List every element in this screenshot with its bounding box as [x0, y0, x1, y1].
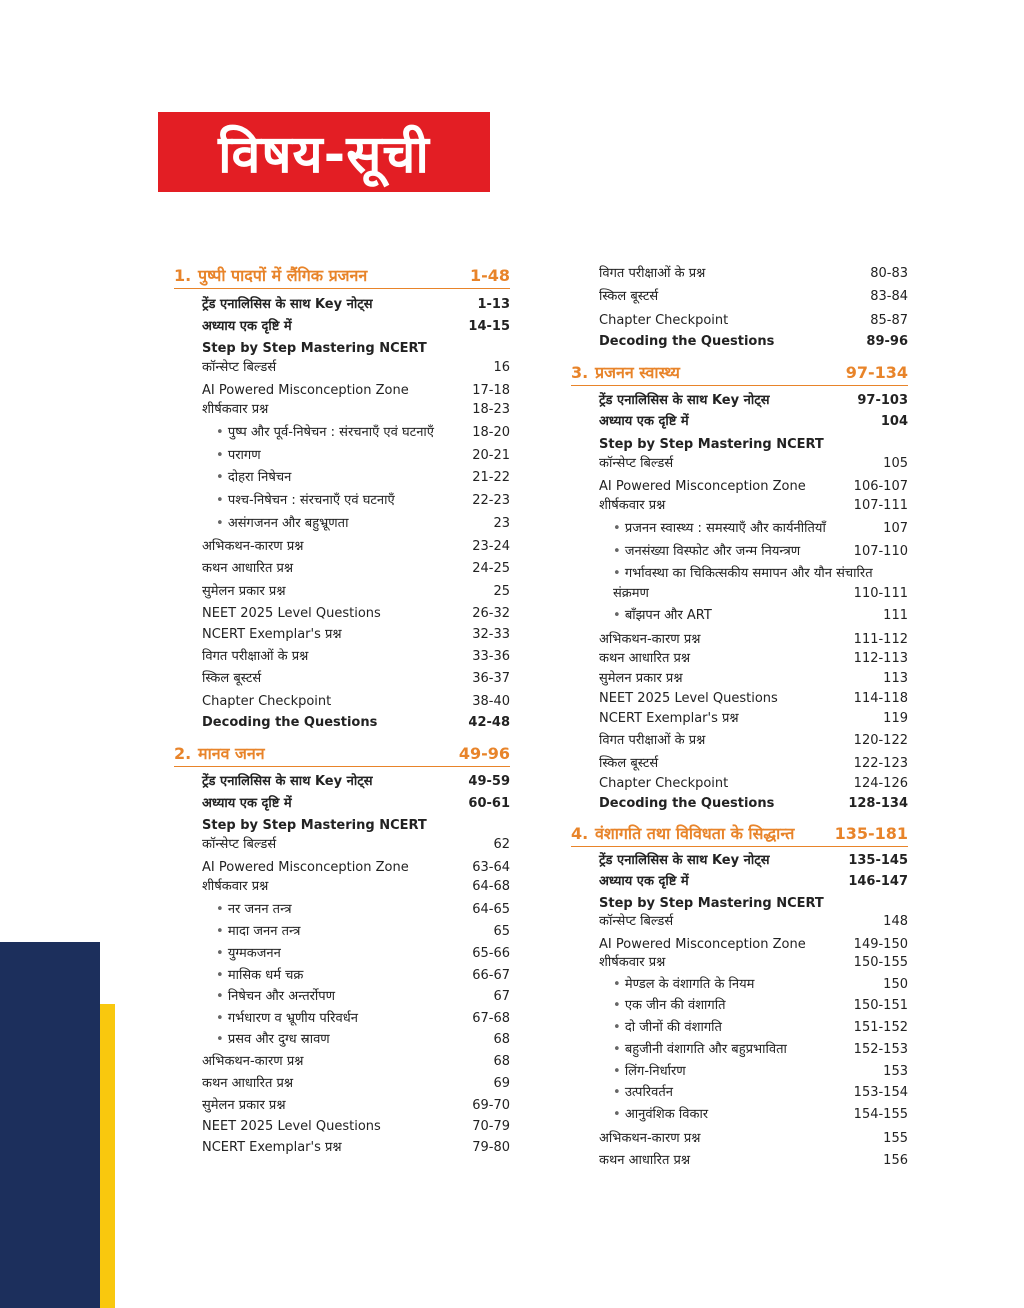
entry-pages: 105 — [883, 456, 908, 471]
entry-pages: 49-59 — [468, 774, 510, 789]
chapter-number: 3. — [571, 363, 589, 382]
entry-title: NCERT Exemplar's प्रश्न — [599, 711, 739, 726]
entry-title: सुमेलन प्रकार प्रश्न — [599, 671, 683, 686]
toc-subtopic — [571, 1042, 908, 1058]
entry-title: संक्रमण — [613, 586, 649, 601]
toc-entry — [174, 1098, 510, 1114]
toc-subtopic — [174, 470, 510, 486]
toc-entry — [571, 733, 908, 749]
toc-entry — [174, 606, 510, 622]
toc-chapter-heading — [571, 363, 908, 383]
toc-subtopic — [571, 608, 908, 624]
entry-title: अध्याय एक दृष्टि में — [202, 319, 292, 334]
entry-title: • बहुजीनी वंशागति और बहुप्रभाविता — [613, 1042, 787, 1058]
entry-pages: 124-126 — [853, 776, 908, 791]
entry-title: NCERT Exemplar's प्रश्न — [202, 1140, 342, 1155]
toc-entry — [174, 383, 510, 399]
entry-title: • प्रसव और दुग्ध स्रावण — [216, 1032, 330, 1048]
toc-section-label — [174, 818, 510, 834]
toc-entry — [571, 1131, 908, 1147]
entry-pages: 67 — [493, 989, 510, 1004]
entry-pages: 69-70 — [472, 1098, 510, 1113]
toc-entry — [571, 479, 908, 495]
entry-title: Chapter Checkpoint — [599, 313, 729, 328]
toc-entry — [571, 456, 908, 472]
entry-title: • प्रजनन स्वास्थ्य : समस्याएँ और कार्यनीतियाँ — [613, 521, 826, 537]
entry-title: शीर्षकवार प्रश्न — [202, 402, 269, 417]
entry-title: Decoding the Questions — [599, 334, 775, 349]
toc-entry — [571, 289, 908, 305]
entry-pages: 14-15 — [468, 319, 510, 334]
toc-entry — [571, 691, 908, 707]
entry-title: अभिकथन-कारण प्रश्न — [599, 1131, 701, 1146]
toc-entry — [174, 879, 510, 895]
toc-subtopic — [174, 448, 510, 464]
entry-title: कॉन्सेप्ट बिल्डर्स — [599, 914, 674, 929]
toc-left-column — [174, 0, 510, 1308]
toc-entry — [571, 671, 908, 687]
toc-entry — [174, 561, 510, 577]
entry-pages: 89-96 — [866, 334, 908, 349]
toc-entry-bold — [174, 297, 510, 313]
entry-pages: 107-110 — [853, 544, 908, 559]
entry-title: • निषेचन और अन्तर्रोपण — [216, 989, 335, 1005]
toc-subtopic — [174, 902, 510, 918]
entry-pages: 17-18 — [472, 383, 510, 398]
entry-title: AI Powered Misconception Zone — [202, 860, 409, 875]
entry-pages: 65 — [493, 924, 510, 939]
entry-title: • परागण — [216, 448, 261, 464]
entry-title: Step by Step Mastering NCERT — [599, 437, 824, 452]
entry-pages: 49-96 — [458, 744, 510, 763]
entry-pages: 150-155 — [853, 955, 908, 970]
entry-pages: 156 — [883, 1153, 908, 1168]
toc-entry — [571, 914, 908, 930]
entry-title: शीर्षकवार प्रश्न — [202, 879, 269, 894]
chapter-number: 2. — [174, 744, 192, 763]
toc-entry — [571, 498, 908, 514]
entry-title: शीर्षकवार प्रश्न — [599, 498, 666, 513]
entry-pages: 104 — [880, 414, 908, 429]
entry-title: कथन आधारित प्रश्न — [202, 561, 294, 576]
entry-pages: 135-145 — [848, 853, 908, 868]
entry-pages: 122-123 — [853, 756, 908, 771]
entry-pages: 135-181 — [834, 824, 908, 843]
toc-entry — [571, 711, 908, 727]
toc-entry — [174, 1140, 510, 1156]
entry-pages: 148 — [883, 914, 908, 929]
entry-pages: 64-65 — [472, 902, 510, 917]
chapter-number: 1. — [174, 266, 192, 285]
entry-pages: 151-152 — [853, 1020, 908, 1035]
entry-pages: 68 — [493, 1054, 510, 1069]
toc-subtopic — [571, 1107, 908, 1123]
toc-entry — [571, 937, 908, 953]
toc-right-column — [571, 0, 908, 1308]
chapter-rule — [571, 846, 908, 847]
toc-subtopic — [571, 998, 908, 1014]
entry-title: • असंगजनन और बहुभ्रूणता — [216, 516, 348, 532]
entry-pages: 119 — [883, 711, 908, 726]
entry-pages: 153-154 — [853, 1085, 908, 1100]
entry-title: NEET 2025 Level Questions — [202, 606, 381, 621]
toc-entry — [571, 651, 908, 667]
entry-pages: 149-150 — [853, 937, 908, 952]
toc-entry — [571, 1153, 908, 1169]
entry-title: सुमेलन प्रकार प्रश्न — [202, 1098, 286, 1113]
toc-subtopic — [174, 1032, 510, 1048]
toc-entry-bold — [174, 796, 510, 812]
entry-pages: 155 — [883, 1131, 908, 1146]
entry-title: • गर्भधारण व भ्रूणीय परिवर्धन — [216, 1011, 358, 1027]
entry-title: NCERT Exemplar's प्रश्न — [202, 627, 342, 642]
entry-pages: 128-134 — [848, 796, 908, 811]
entry-pages: 25 — [493, 584, 510, 599]
entry-title: • पश्च-निषेचन : संरचनाएँ एवं घटनाएँ — [216, 493, 395, 509]
entry-pages: 20-21 — [472, 448, 510, 463]
entry-pages: 150-151 — [853, 998, 908, 1013]
toc-entry — [571, 955, 908, 971]
entry-pages: 1-48 — [469, 266, 510, 285]
entry-title: NEET 2025 Level Questions — [599, 691, 778, 706]
entry-pages: 62 — [493, 837, 510, 852]
entry-pages: 114-118 — [853, 691, 908, 706]
toc-entry — [174, 649, 510, 665]
entry-pages: 111 — [883, 608, 908, 623]
entry-pages: 150 — [883, 977, 908, 992]
entry-title: कॉन्सेप्ट बिल्डर्स — [599, 456, 674, 471]
entry-pages: 107-111 — [853, 498, 908, 513]
toc-entry-bold — [571, 874, 908, 890]
toc-entry-bold — [571, 414, 908, 430]
entry-title: • बाँझपन और ART — [613, 608, 712, 624]
entry-title: स्किल बूस्टर्स — [202, 671, 262, 686]
entry-title: स्किल बूस्टर्स — [599, 756, 659, 771]
toc-subtopic — [174, 989, 510, 1005]
entry-pages: 26-32 — [472, 606, 510, 621]
toc-entry — [174, 360, 510, 376]
entry-title: • जनसंख्या विस्फोट और जन्म नियन्त्रण — [613, 544, 800, 560]
toc-entry-bold — [174, 715, 510, 731]
entry-title: ट्रेंड एनालिसिस के साथ Key नोट्स — [202, 297, 373, 312]
toc-entry — [174, 860, 510, 876]
entry-pages: 111-112 — [853, 632, 908, 647]
toc-entry — [571, 632, 908, 648]
toc-entry — [174, 539, 510, 555]
toc-subtopic — [571, 1085, 908, 1101]
entry-title: विगत परीक्षाओं के प्रश्न — [202, 649, 309, 664]
toc-chapter-heading — [174, 744, 510, 764]
entry-title: • आनुवंशिक विकार — [613, 1107, 708, 1123]
decorative-yellow-stripe — [100, 1004, 115, 1308]
entry-title: • दो जीनों की वंशागति — [613, 1020, 722, 1036]
toc-entry-bold — [571, 334, 908, 350]
toc-entry — [571, 266, 908, 282]
toc-entry — [571, 776, 908, 792]
toc-entry — [174, 1076, 510, 1092]
entry-pages: 18-20 — [472, 425, 510, 440]
toc-entry — [174, 584, 510, 600]
entry-title: कथन आधारित प्रश्न — [599, 651, 691, 666]
toc-subtopic — [571, 544, 908, 560]
entry-pages: 107 — [883, 521, 908, 536]
chapter-rule — [571, 385, 908, 386]
entry-pages: 152-153 — [853, 1042, 908, 1057]
entry-title: प्रजनन स्वास्थ्य — [595, 363, 680, 382]
entry-title: Decoding the Questions — [599, 796, 775, 811]
toc-entry-bold — [174, 774, 510, 790]
entry-title: ट्रेंड एनालिसिस के साथ Key नोट्स — [599, 853, 770, 868]
entry-title: • युग्मकजनन — [216, 946, 281, 962]
entry-pages: 154-155 — [853, 1107, 908, 1122]
entry-title: • मासिक धर्म चक्र — [216, 968, 303, 984]
toc-subtopic — [174, 924, 510, 940]
entry-pages: 112-113 — [853, 651, 908, 666]
entry-pages: 23-24 — [472, 539, 510, 554]
entry-pages: 24-25 — [472, 561, 510, 576]
toc-entry-bold — [571, 796, 908, 812]
entry-pages: 18-23 — [472, 402, 510, 417]
entry-title: शीर्षकवार प्रश्न — [599, 955, 666, 970]
entry-pages: 69 — [493, 1076, 510, 1091]
entry-title: पुष्पी पादपों में लैंगिक प्रजनन — [198, 266, 368, 285]
entry-title: वंशागति तथा विविधता के सिद्धान्त — [595, 824, 795, 843]
entry-title: • मेण्डल के वंशागति के नियम — [613, 977, 754, 993]
entry-pages: 153 — [883, 1064, 908, 1079]
entry-pages: 60-61 — [468, 796, 510, 811]
toc-section-label — [571, 437, 908, 453]
entry-title: • लिंग-निर्धारण — [613, 1064, 686, 1080]
entry-title: • उत्परिवर्तन — [613, 1085, 673, 1101]
entry-title: मानव जनन — [198, 744, 265, 763]
entry-pages: 23 — [493, 516, 510, 531]
entry-pages: 63-64 — [472, 860, 510, 875]
toc-subtopic — [174, 493, 510, 509]
entry-pages: 42-48 — [468, 715, 510, 730]
entry-title: कथन आधारित प्रश्न — [202, 1076, 294, 1091]
chapter-rule — [174, 766, 510, 767]
entry-pages: 16 — [493, 360, 510, 375]
toc-entry — [174, 694, 510, 710]
entry-title: AI Powered Misconception Zone — [202, 383, 409, 398]
entry-pages: 97-134 — [845, 363, 908, 382]
entry-title: ट्रेंड एनालिसिस के साथ Key नोट्स — [202, 774, 373, 789]
entry-title: अध्याय एक दृष्टि में — [202, 796, 292, 811]
entry-title: • पुष्प और पूर्व-निषेचन : संरचनाएँ एवं घटनाएँ — [216, 425, 434, 441]
toc-subtopic — [571, 521, 908, 537]
toc-entry — [174, 1119, 510, 1135]
page-title: विषय-सूची — [158, 112, 490, 192]
toc-entry — [571, 313, 908, 329]
toc-subtopic — [174, 946, 510, 962]
entry-title: Chapter Checkpoint — [202, 694, 332, 709]
toc-entry-bold — [571, 393, 908, 409]
entry-pages: 67-68 — [472, 1011, 510, 1026]
toc-subtopic — [174, 968, 510, 984]
entry-pages: 120-122 — [853, 733, 908, 748]
toc-entry — [174, 1054, 510, 1070]
entry-pages: 113 — [883, 671, 908, 686]
toc-section-label — [571, 896, 908, 912]
toc-subtopic — [571, 566, 908, 582]
entry-pages: 33-36 — [472, 649, 510, 664]
entry-title: अभिकथन-कारण प्रश्न — [202, 1054, 304, 1069]
entry-pages: 79-80 — [472, 1140, 510, 1155]
toc-entry — [174, 671, 510, 687]
toc-entry-bold — [174, 319, 510, 335]
toc-subtopic — [174, 425, 510, 441]
entry-title: Step by Step Mastering NCERT — [599, 896, 824, 911]
entry-pages: 68 — [493, 1032, 510, 1047]
entry-pages: 65-66 — [472, 946, 510, 961]
entry-title: Decoding the Questions — [202, 715, 378, 730]
entry-title: कॉन्सेप्ट बिल्डर्स — [202, 360, 277, 375]
entry-title: • एक जीन की वंशागति — [613, 998, 726, 1014]
entry-pages: 83-84 — [870, 289, 908, 304]
entry-title: सुमेलन प्रकार प्रश्न — [202, 584, 286, 599]
entry-pages: 146-147 — [848, 874, 908, 889]
entry-title: Chapter Checkpoint — [599, 776, 729, 791]
toc-entry — [174, 402, 510, 418]
entry-pages: 38-40 — [472, 694, 510, 709]
toc-subtopic — [571, 977, 908, 993]
entry-title: कथन आधारित प्रश्न — [599, 1153, 691, 1168]
entry-title: • गर्भावस्था का चिकित्सकीय समापन और यौन संचारित — [613, 566, 873, 582]
entry-pages: 32-33 — [472, 627, 510, 642]
entry-title: अध्याय एक दृष्टि में — [599, 414, 689, 429]
toc-subtopic — [174, 516, 510, 532]
entry-title: Step by Step Mastering NCERT — [202, 341, 427, 356]
toc-subtopic — [174, 1011, 510, 1027]
toc-entry — [174, 837, 510, 853]
entry-pages: 66-67 — [472, 968, 510, 983]
chapter-rule — [174, 288, 510, 289]
entry-pages: 22-23 — [472, 493, 510, 508]
entry-title: अभिकथन-कारण प्रश्न — [202, 539, 304, 554]
toc-subtopic — [571, 1020, 908, 1036]
entry-pages: 85-87 — [870, 313, 908, 328]
entry-pages: 70-79 — [472, 1119, 510, 1134]
entry-title: ट्रेंड एनालिसिस के साथ Key नोट्स — [599, 393, 770, 408]
entry-pages: 97-103 — [857, 393, 908, 408]
toc-chapter-heading — [571, 824, 908, 844]
toc-entry — [174, 627, 510, 643]
entry-pages: 106-107 — [853, 479, 908, 494]
entry-title: AI Powered Misconception Zone — [599, 937, 806, 952]
toc-subtopic — [571, 1064, 908, 1080]
entry-title: विगत परीक्षाओं के प्रश्न — [599, 733, 706, 748]
entry-title: स्किल बूस्टर्स — [599, 289, 659, 304]
chapter-number: 4. — [571, 824, 589, 843]
entry-pages: 36-37 — [472, 671, 510, 686]
entry-title: NEET 2025 Level Questions — [202, 1119, 381, 1134]
toc-subtopic-continued — [571, 586, 908, 602]
entry-title: अभिकथन-कारण प्रश्न — [599, 632, 701, 647]
entry-title: AI Powered Misconception Zone — [599, 479, 806, 494]
entry-title: • नर जनन तन्त्र — [216, 902, 292, 918]
entry-title: अध्याय एक दृष्टि में — [599, 874, 689, 889]
toc-entry — [571, 756, 908, 772]
entry-pages: 21-22 — [472, 470, 510, 485]
entry-title: कॉन्सेप्ट बिल्डर्स — [202, 837, 277, 852]
entry-title: • दोहरा निषेचन — [216, 470, 291, 486]
entry-pages: 110-111 — [853, 586, 908, 601]
entry-title: विगत परीक्षाओं के प्रश्न — [599, 266, 706, 281]
decorative-navy-block — [0, 942, 100, 1308]
entry-pages: 64-68 — [472, 879, 510, 894]
toc-chapter-heading — [174, 266, 510, 286]
entry-title: • मादा जनन तन्त्र — [216, 924, 300, 940]
toc-entry-bold — [571, 853, 908, 869]
entry-pages: 80-83 — [870, 266, 908, 281]
toc-section-label — [174, 341, 510, 357]
entry-pages: 1-13 — [477, 297, 510, 312]
entry-title: Step by Step Mastering NCERT — [202, 818, 427, 833]
